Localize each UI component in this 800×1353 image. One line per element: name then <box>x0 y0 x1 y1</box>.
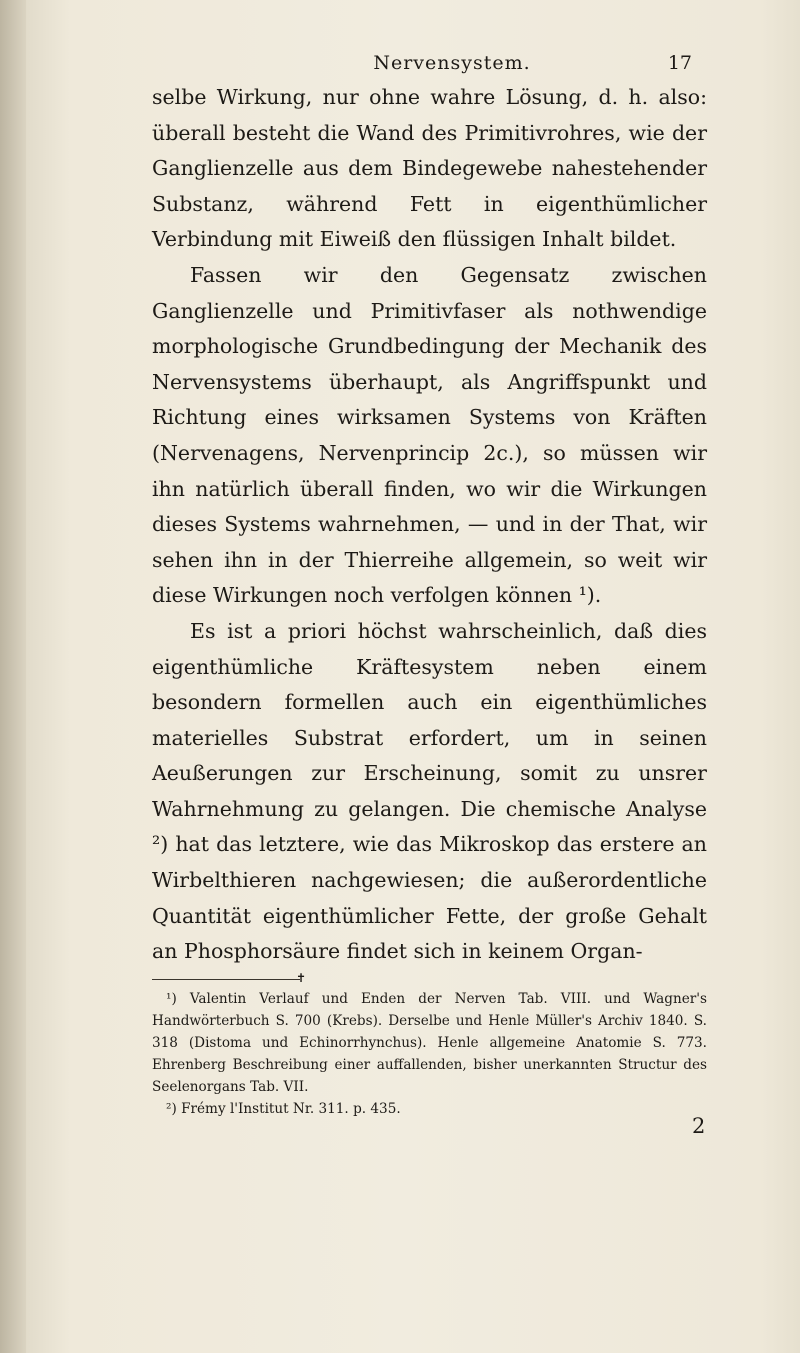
paragraph-2: Fassen wir den Gegensatz zwischen Ganglienzelle und Primitivfaser als nothwendige morphologische Grundbedingung der Mechanik des Nervensystems überhaupt, als Angriffspunkt und Richtung eines wirksamen Systems von Kräften (Nervenagens, Nervenprincip 2c.), so müssen wir ihn natürlich überall finden, wo wir die Wirkungen dieses Systems wahrnehmen, — und in der That, wir sehen ihn in der Thierreihe allgemein, so weit wir diese Wirkungen noch verfolgen können ¹). <box>152 262 707 608</box>
signature-mark: 2 <box>692 1114 706 1138</box>
footnote-2: ²) Frémy l'Institut Nr. 311. p. 435. <box>166 1101 401 1117</box>
paragraph-3: Es ist a priori höchst wahrscheinlich, daß dies eigenthümliche Kräftesystem neben einem besondern formellen auch ein eigenthümliches materielles Substrat erfordert, um in seinen Aeußerungen zur Erscheinung, somit zu unsrer Wahrnehmung zu gelangen. Die chemische Analyse ²) hat das letztere, wie das Mikroskop das erstere an Wirbelthieren nachgewiesen; die außerordentliche Quantität eigenthümlicher Fette, der große Gehalt an Phosphorsäure findet sich in keinem Organ- <box>152 618 707 964</box>
paragraph-1: selbe Wirkung, nur ohne wahre Lösung, d. h. also: überall besteht die Wand des Primitivrohres, wie der Ganglienzelle aus dem Bindegewebe nahestehender Substanz, während Fett in eigenthümlicher Verbindung mit Eiweiß den flüssigen Inhalt bildet. <box>152 85 707 252</box>
book-spine-shadow <box>0 0 26 1353</box>
footnote-separator <box>152 979 300 980</box>
footnotes <box>152 988 707 1120</box>
page-header <box>272 52 692 82</box>
footnote-1: ¹) Valentin Verlauf und Enden der Nerven Tab. VIII. und Wagner's Handwörterbuch S. 700 (Krebs). Derselbe und Henle Müller's Archiv 1840. S. 318 (Distoma und Echinorrhynchus). Henle allgemeine Anatomie S. 773. Ehrenberg Beschreibung einer auffallenden, bisher unerkannten Structur des Seelenorgans Tab. VII. <box>152 991 707 1095</box>
separator-mark: ✝ <box>296 971 307 985</box>
page-number: 17 <box>667 52 692 74</box>
body-text <box>152 80 707 970</box>
running-title: Nervensystem. <box>373 52 531 74</box>
